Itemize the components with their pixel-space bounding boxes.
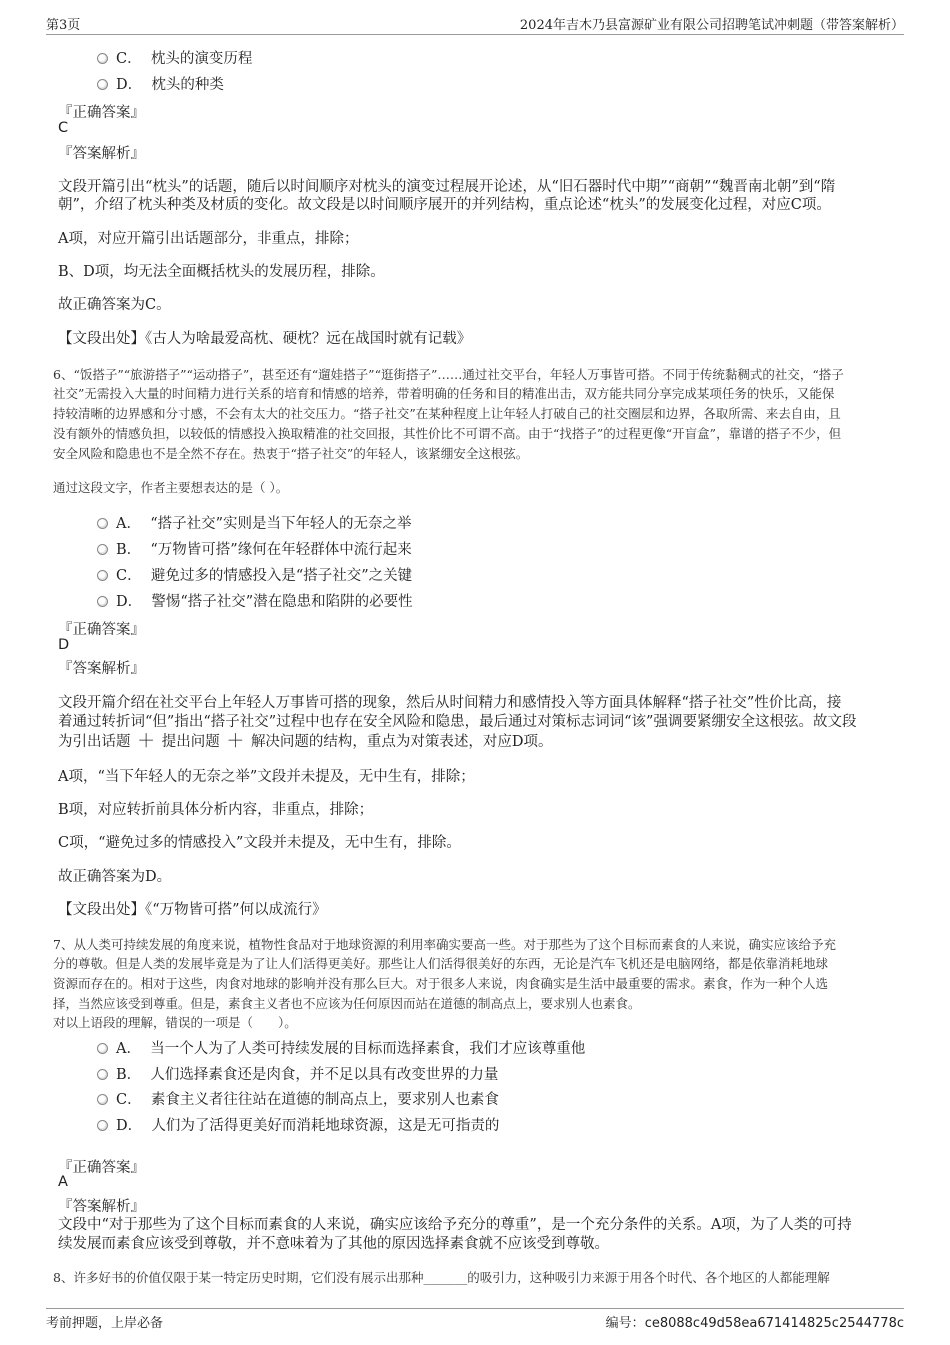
answer-label: 『正确答案』: [58, 105, 145, 121]
option-letter: A．: [116, 1041, 141, 1057]
option-radio-d[interactable]: [97, 73, 224, 94]
option-letter: D．: [116, 1118, 143, 1134]
conclusion: 故正确答案为D。: [58, 869, 172, 885]
option-radio-b[interactable]: [97, 538, 412, 559]
answer-label: 『正确答案』: [58, 1160, 145, 1176]
option-text: 当一个人为了人类可持续发展的目标而选择素食，我们才应该尊重他: [150, 1041, 586, 1057]
analysis-line: 续发展而素食应该受到尊敬，并不意味着为了其他的原因选择素食就不应该受到尊敬。: [58, 1236, 609, 1252]
analysis-point: B、D项，均无法全面概括枕头的发展历程，排除。: [58, 264, 385, 280]
option-text: 枕头的种类: [151, 77, 224, 93]
passage-line: 安全风险和隐患也不是全然不存在。热衷于“搭子社交”的年轻人，该紧绷安全这根弦。: [53, 446, 529, 461]
analysis-label: 『答案解析』: [58, 146, 145, 162]
option-text: 素食主义者往往站在道德的制高点上，要求别人也素食: [150, 1092, 499, 1108]
radio-icon[interactable]: [97, 1120, 108, 1131]
option-letter: C．: [116, 568, 142, 584]
analysis-line: [58, 730, 553, 751]
option-text: 人们选择素食还是肉食，并不足以具有改变世界的力量: [150, 1067, 499, 1083]
analysis-fragment: 解决问题的结构，重点为对策表述，对应D项。: [250, 734, 553, 750]
option-letter: B．: [116, 1067, 142, 1083]
option-letter: C．: [116, 51, 142, 67]
passage-line: 资源而存在的。相对于这些，肉食对地球的影响并没有那么巨大。对于很多人来说，肉食确实是生活中最重要的需求。素食，作为一种个人选: [53, 976, 829, 991]
radio-icon[interactable]: [97, 1043, 108, 1054]
option-text: “万物皆可搭”缘何在年轻群体中流行起来: [150, 542, 412, 558]
analysis-point: A项，对应开篇引出话题部分，非重点，排除；: [58, 231, 359, 247]
source-citation: 【文段出处】《古人为啥最爱高枕、硬枕？远在战国时就有记载》: [58, 331, 472, 347]
source-citation: 【文段出处】《“万物皆可搭”何以成流行》: [58, 902, 327, 918]
option-text: 枕头的演变历程: [150, 51, 253, 67]
passage-line: 择，当然应该受到尊重。但是，素食主义者也不应该为任何原因而站在道德的制高点上，要求别人也素食。: [53, 996, 641, 1011]
conclusion: 故正确答案为C。: [58, 297, 171, 313]
plus-icon: ＋: [226, 731, 245, 752]
passage-line: 7、从人类可持续发展的角度来说，植物性食品对于地球资源的利用率确实要高一些。对于那些为了这个目标而素食的人来说，确实应该给予充: [53, 937, 836, 952]
analysis-line: 朝”，介绍了枕头种类及材质的变化。故文段是以时间顺序展开的并列结构，重点论述“枕头”的发展变化过程，对应C项。: [58, 197, 831, 213]
radio-icon[interactable]: [97, 1069, 108, 1080]
passage-line: 分的尊敬。但是人类的发展毕竟是为了让人们活得更美好。那些让人们活得很美好的东西，无论是汽车飞机还是电脑网络，都是依靠消耗地球: [53, 956, 829, 971]
question-stem: 通过这段文字，作者主要想表达的是（ ）。: [53, 480, 289, 495]
radio-icon[interactable]: [97, 518, 108, 529]
passage-line: 持较清晰的边界感和分寸感，不会有太大的社交压力。“搭子社交”在某种程度上让年轻人打破自己的社交圈层和边界，各取所需、来去自由，且: [53, 406, 841, 421]
option-radio-c[interactable]: [97, 1088, 499, 1109]
analysis-label: 『答案解析』: [58, 661, 145, 677]
answer-value: D: [58, 637, 70, 653]
radio-icon[interactable]: [97, 53, 108, 64]
analysis-point: B项，对应转折前具体分析内容，非重点，排除；: [58, 802, 374, 818]
option-letter: A．: [116, 516, 141, 532]
radio-icon[interactable]: [97, 1094, 108, 1105]
analysis-fragment: 为引出话题: [58, 734, 131, 750]
analysis-label: 『答案解析』: [58, 1199, 145, 1215]
passage-line: 没有额外的情感负担，以较低的情感投入换取精准的社交回报，其性价比不可谓不高。由于“找搭子”的过程更像“开盲盒”，靠谱的搭子不少，但: [53, 426, 842, 441]
option-letter: B．: [116, 542, 142, 558]
footer-slogan: 考前押题，上岸必备: [46, 1316, 164, 1331]
page-header: [46, 14, 904, 34]
analysis-line: 着通过转折词“但”指出“搭子社交”过程中也存在安全风险和隐患，最后通过对策标志词词“该”强调要紧绷安全这根弦。故文段: [58, 714, 857, 730]
code-value: ce8088c49d58ea671414825c2544778c: [644, 1316, 904, 1331]
passage-line: 6、“饭搭子”“旅游搭子”“运动搭子”，甚至还有“遛娃搭子”“逛街搭子”……通过社交平台，年轻人万事皆可搭。不同于传统黏稠式的社交，“搭子: [53, 367, 844, 382]
option-radio-d[interactable]: [97, 1114, 499, 1135]
option-letter: D．: [116, 594, 143, 610]
analysis-point: A项，“当下年轻人的无奈之举”文段并未提及，无中生有，排除；: [58, 769, 475, 785]
analysis-line: 文段开篇引出“枕头”的话题，随后以时间顺序对枕头的演变过程展开论述，从“旧石器时代中期”“商朝”“魏晋南北朝”到“隋: [58, 179, 836, 195]
analysis-line: 文段中“对于那些为了这个目标而素食的人来说，确实应该给予充分的尊重”，是一个充分条件的关系。A项，为了人类的可持: [58, 1217, 852, 1233]
option-radio-c[interactable]: [97, 47, 252, 68]
question-stem: 对以上语段的理解，错误的一项是（ ）。: [53, 1015, 297, 1030]
option-radio-d[interactable]: [97, 590, 413, 611]
radio-icon[interactable]: [97, 596, 108, 607]
document-title: 2024年吉木乃县富源矿业有限公司招聘笔试冲刺题（带答案解析）: [519, 18, 904, 33]
page-number: 第3页: [46, 18, 81, 33]
option-text: 避免过多的情感投入是“搭子社交”之关键: [150, 568, 413, 584]
header-divider: [46, 34, 904, 35]
document-code: [606, 1312, 904, 1331]
radio-icon[interactable]: [97, 79, 108, 90]
option-letter: D．: [116, 77, 143, 93]
answer-label: 『正确答案』: [58, 622, 145, 638]
option-letter: C．: [116, 1092, 142, 1108]
passage-line: 8、许多好书的价值仅限于某一特定历史时期，它们没有展示出那种_______的吸引力，这种吸引力来源于用各个时代、各个地区的人都能理解: [53, 1270, 830, 1285]
radio-icon[interactable]: [97, 570, 108, 581]
option-text: “搭子社交”实则是当下年轻人的无奈之举: [150, 516, 412, 532]
option-text: 警惕“搭子社交”潜在隐患和陷阱的必要性: [151, 594, 413, 610]
option-radio-a[interactable]: [97, 1037, 585, 1058]
option-radio-b[interactable]: [97, 1063, 498, 1084]
option-radio-a[interactable]: [97, 512, 412, 533]
option-text: 人们为了活得更美好而消耗地球资源，这是无可指责的: [151, 1118, 500, 1134]
analysis-fragment: 提出问题: [161, 734, 220, 750]
radio-icon[interactable]: [97, 544, 108, 555]
analysis-line: 文段开篇介绍在社交平台上年轻人万事皆可搭的现象，然后从时间精力和感情投入等方面具体解释“搭子社交”性价比高，接: [58, 695, 842, 711]
footer-divider: [46, 1308, 904, 1309]
plus-icon: ＋: [137, 731, 156, 752]
passage-line: 社交”无需投入大量的时间精力进行关系的培育和情感的培养，带着明确的任务和目的精准出击，双方能共同分享完成某项任务的快乐，又能保: [53, 386, 835, 401]
answer-value: C: [58, 120, 69, 136]
answer-value: A: [58, 1174, 68, 1190]
code-label: 编号：: [605, 1316, 645, 1331]
option-radio-c[interactable]: [97, 564, 412, 585]
analysis-point: C项，“避免过多的情感投入”文段并未提及，无中生有，排除。: [58, 835, 461, 851]
